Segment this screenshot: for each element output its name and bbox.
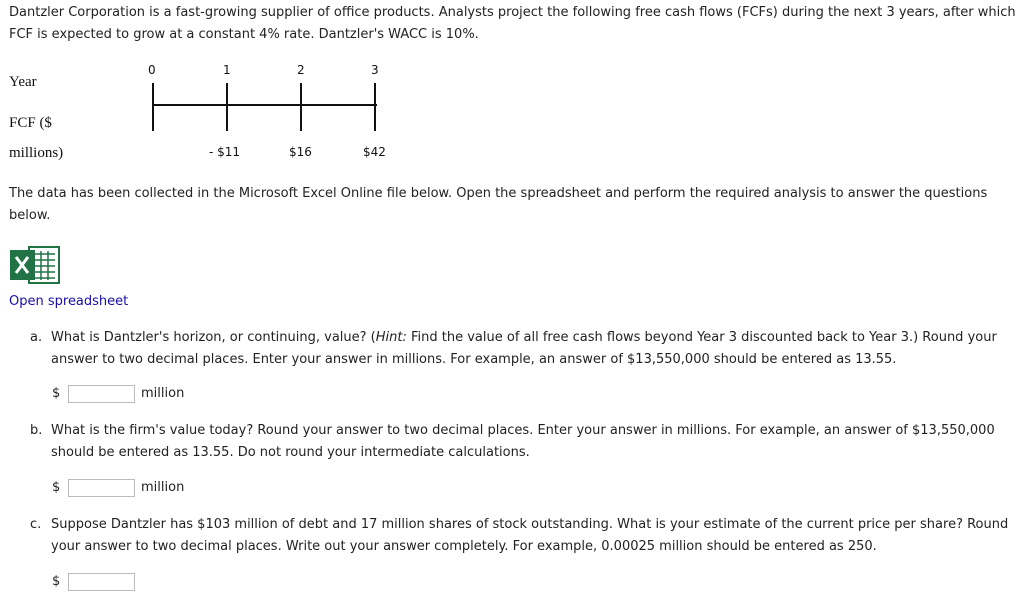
question-b-letter: b. xyxy=(30,423,43,438)
question-a-unit: million xyxy=(141,386,185,401)
year-label: Year xyxy=(9,74,37,90)
data-note-line-2: below. xyxy=(9,208,51,223)
question-b-line-2: should be entered as 13.55. Do not round your intermediate calculations. xyxy=(51,445,530,460)
question-b xyxy=(30,420,1010,466)
timeline-year-1: 1 xyxy=(223,63,231,77)
timeline-year-0: 0 xyxy=(148,63,156,77)
question-a-currency: $ xyxy=(52,386,61,401)
data-note-line-1: The data has been collected in the Microsoft Excel Online file below. Open the spreadsheet and perform the required analysis to answer the questions xyxy=(9,186,988,201)
timeline-tick-0 xyxy=(152,83,154,131)
question-b-line-1: What is the firm's value today? Round your answer to two decimal places. Enter your answer in millions. For example, an answer of $13,550,000 xyxy=(51,423,995,438)
timeline-axis xyxy=(153,104,377,106)
intro-line-2: FCF is expected to grow at a constant 4% rate. Dantzler's WACC is 10%. xyxy=(9,27,479,42)
fcf-label-line-1: FCF ($ xyxy=(9,115,52,131)
question-a-line-1: What is Dantzler's horizon, or continuing, value? (Hint: Find the value of all free cash flows beyond Year 3 discounted back to Year 3.) Round your xyxy=(51,330,997,345)
fcf-label-line-2: millions) xyxy=(9,145,64,161)
timeline-tick-1 xyxy=(226,83,228,131)
price-per-share-input[interactable] xyxy=(68,573,135,591)
question-b-text xyxy=(51,420,1011,464)
question-c xyxy=(30,514,1010,560)
timeline-value-2: $16 xyxy=(289,145,312,159)
question-a-letter: a. xyxy=(30,330,43,345)
horizon-value-input[interactable] xyxy=(68,385,135,403)
cash-flow-timeline xyxy=(0,0,1024,170)
timeline-tick-2 xyxy=(300,83,302,131)
timeline-value-1: - $11 xyxy=(209,145,241,159)
question-c-line-1: Suppose Dantzler has $103 million of debt and 17 million shares of stock outstanding. What is your estimate of the current price per share? Round xyxy=(51,517,1009,532)
timeline-tick-3 xyxy=(374,83,376,131)
data-note-paragraph xyxy=(9,183,987,227)
question-c-text xyxy=(51,514,1011,558)
question-c-letter: c. xyxy=(30,517,42,532)
question-a xyxy=(30,327,1010,373)
timeline-year-3: 3 xyxy=(371,63,379,77)
excel-icon[interactable] xyxy=(9,243,61,287)
question-a-line-2: answer to two decimal places. Enter your answer in millions. For example, an answer of $13,550,000 should be entered as 13.55. xyxy=(51,352,897,367)
timeline-year-2: 2 xyxy=(297,63,305,77)
firm-value-input[interactable] xyxy=(68,479,135,497)
timeline-value-3: $42 xyxy=(363,145,386,159)
question-b-currency: $ xyxy=(52,480,61,495)
question-a-text xyxy=(51,327,1011,371)
hint-word: Hint: xyxy=(375,330,407,345)
question-b-unit: million xyxy=(141,480,185,495)
question-c-line-2: your answer to two decimal places. Write out your answer completely. For example, 0.00025 million should be entered as 250. xyxy=(51,539,877,554)
question-c-currency: $ xyxy=(52,574,61,589)
intro-line-1: Dantzler Corporation is a fast-growing supplier of office products. Analysts project the following free cash flows (FCFs) during the next 3 years, after which xyxy=(9,5,1016,20)
open-spreadsheet-link[interactable]: Open spreadsheet xyxy=(9,294,129,309)
